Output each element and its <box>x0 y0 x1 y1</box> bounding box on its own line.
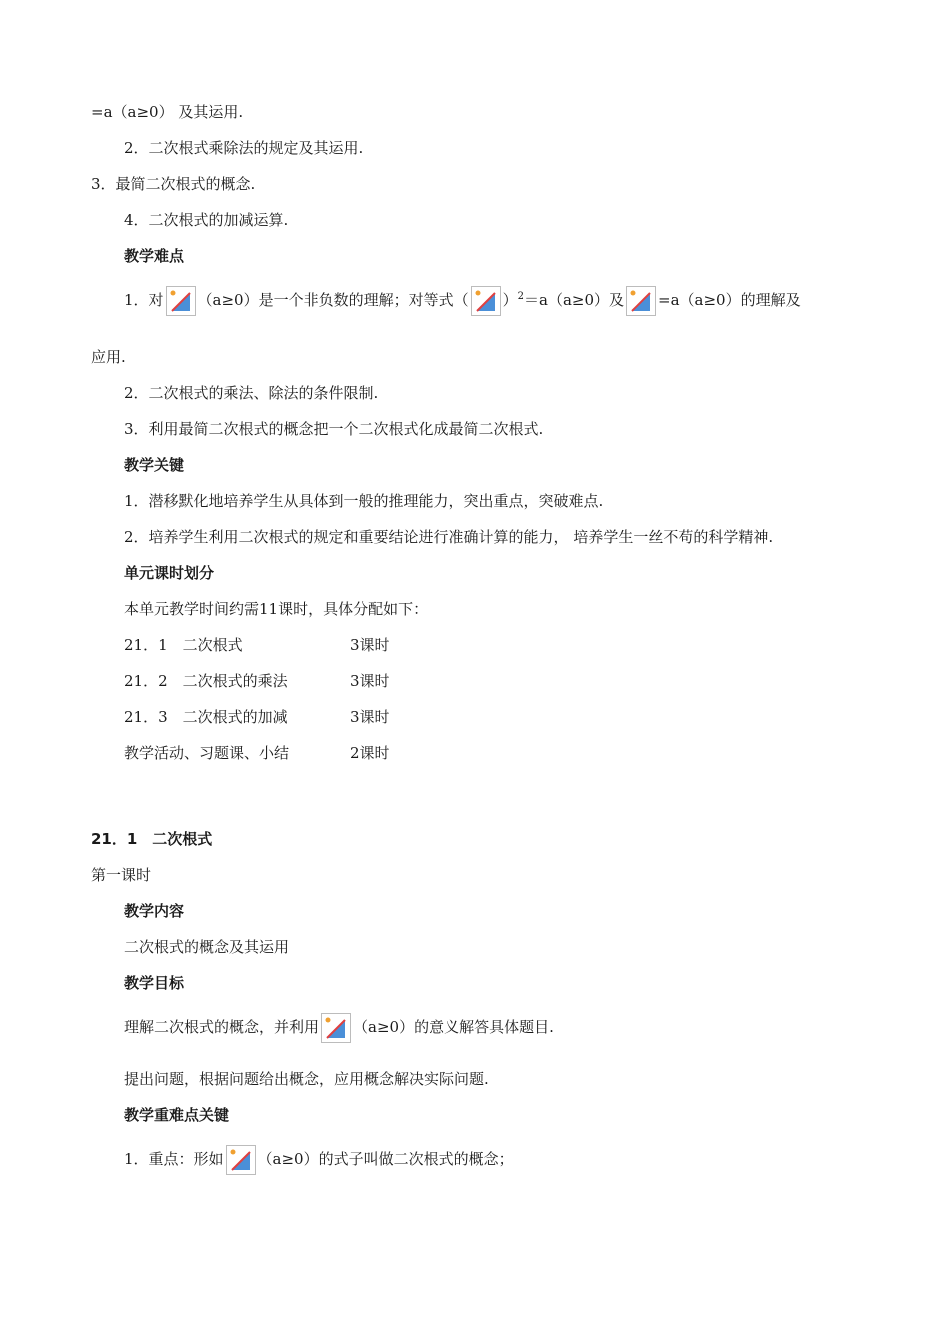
text-line: 本单元教学时间约需11课时，具体分配如下： <box>124 600 429 618</box>
text-line: 提出问题，根据问题给出概念，应用概念解决实际问题. <box>124 1070 489 1088</box>
text-line: 2．培养学生利用二次根式的规定和重要结论进行准确计算的能力， 培养学生一丝不苟的科学精神. <box>124 528 774 546</box>
text-line: 3．最简二次根式的概念. <box>91 175 256 193</box>
section-heading: 教学内容 <box>124 902 185 920</box>
broken-image-icon <box>166 286 196 316</box>
text-segment: （a≥0）的意义解答具体题目. <box>353 1018 554 1036</box>
text-line-with-formulas <box>124 286 801 316</box>
schedule-row <box>124 707 390 727</box>
schedule-item: 21．1 二次根式 <box>124 636 243 654</box>
text-segment: 理解二次根式的概念，并利用 <box>124 1018 320 1036</box>
text-line: =a（a≥0） 及其运用. <box>91 103 244 121</box>
schedule-row <box>124 671 390 691</box>
text-segment: =a（a≥0）的理解及 <box>658 291 801 309</box>
broken-image-icon <box>471 286 501 316</box>
text-line: 应用. <box>91 348 126 366</box>
broken-image-icon <box>321 1013 351 1043</box>
text-line-with-formula <box>124 1013 554 1043</box>
section-heading: 教学关键 <box>124 456 185 474</box>
section-title: 21．1 二次根式 <box>91 830 213 848</box>
text-segment: （a≥0）是一个非负数的理解；对等式（ <box>197 291 469 309</box>
text-segment: 1．重点：形如 <box>124 1150 224 1168</box>
schedule-row <box>124 635 390 655</box>
schedule-hours: 2课时 <box>350 744 390 762</box>
section-heading: 教学难点 <box>124 247 185 265</box>
text-line-with-formula <box>124 1145 514 1175</box>
text-line: 2．二次根式乘除法的规定及其运用. <box>124 139 364 157</box>
schedule-hours: 3课时 <box>350 708 390 726</box>
schedule-hours: 3课时 <box>350 672 390 690</box>
text-segment: ＝a（a≥0）及 <box>524 291 624 309</box>
text-line: 4．二次根式的加减运算. <box>124 211 289 229</box>
text-segment: （a≥0）的式子叫做二次根式的概念； <box>257 1150 514 1168</box>
schedule-item: 21．2 二次根式的乘法 <box>124 672 288 690</box>
schedule-row <box>124 743 390 763</box>
broken-image-icon <box>226 1145 256 1175</box>
section-heading: 教学重难点关键 <box>124 1106 230 1124</box>
broken-image-icon <box>626 286 656 316</box>
section-heading: 教学目标 <box>124 974 185 992</box>
text-line: 1．潜移默化地培养学生从具体到一般的推理能力，突出重点，突破难点. <box>124 492 604 510</box>
schedule-hours: 3课时 <box>350 636 390 654</box>
text-segment: ） <box>502 291 518 309</box>
text-line: 二次根式的概念及其运用 <box>124 938 290 956</box>
text-segment: 1．对 <box>124 291 164 309</box>
schedule-item: 教学活动、习题课、小结 <box>124 744 290 762</box>
text-line: 第一课时 <box>91 866 152 884</box>
schedule-item: 21．3 二次根式的加减 <box>124 708 288 726</box>
section-heading: 单元课时划分 <box>124 564 215 582</box>
text-line: 2．二次根式的乘法、除法的条件限制. <box>124 384 379 402</box>
text-line: 3．利用最简二次根式的概念把一个二次根式化成最简二次根式. <box>124 420 544 438</box>
superscript: 2 <box>517 291 524 302</box>
